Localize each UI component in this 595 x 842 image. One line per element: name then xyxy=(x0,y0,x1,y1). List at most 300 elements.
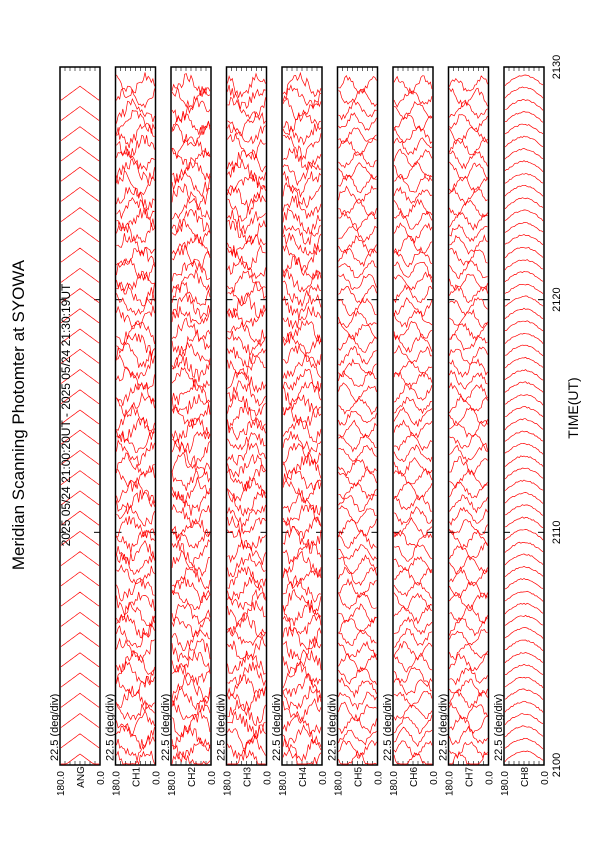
trace-line xyxy=(505,382,543,393)
trace-line xyxy=(172,418,210,443)
scale-label: 22.5 (deg/div) xyxy=(104,693,117,761)
trace-line xyxy=(505,222,543,232)
trace-line xyxy=(450,285,488,303)
trace-line xyxy=(450,495,488,513)
trace-line xyxy=(228,637,266,660)
channel-label: CH3 xyxy=(242,766,254,788)
trace-line xyxy=(117,233,155,255)
trace-line xyxy=(505,566,543,576)
y-tick-label: 180.0 xyxy=(333,771,345,797)
trace-line xyxy=(450,542,488,559)
trace-line xyxy=(394,668,432,684)
trace-line xyxy=(339,530,377,548)
y-tick-label: 180.0 xyxy=(111,771,123,797)
trace-line xyxy=(228,540,266,565)
trace-line xyxy=(117,736,155,761)
trace-line xyxy=(283,699,321,723)
trace-line xyxy=(450,310,488,328)
trace-line xyxy=(505,726,543,737)
y-tick-label: 180.0 xyxy=(167,771,178,797)
panel-frame xyxy=(393,67,433,765)
trace-line xyxy=(450,582,488,598)
channel-label: CH5 xyxy=(353,766,365,788)
panel-ch6 xyxy=(382,67,440,796)
trace-line xyxy=(450,162,488,181)
trace-line xyxy=(283,96,321,121)
trace-line xyxy=(505,615,543,625)
trace-line xyxy=(394,223,432,243)
chart-title: Meridian Scanning Photomter at SYOWA xyxy=(9,259,28,571)
y-tick-label: 0.0 xyxy=(262,771,274,785)
trace-line xyxy=(172,617,210,637)
trace-line xyxy=(450,457,488,475)
panel-ch5 xyxy=(327,67,385,796)
trace-line xyxy=(228,220,266,243)
trace-line xyxy=(283,564,321,588)
trace-line xyxy=(505,677,543,688)
trace-line xyxy=(450,531,488,550)
trace-line xyxy=(117,208,155,233)
trace-line xyxy=(117,73,155,98)
trace-line xyxy=(339,199,377,216)
trace-line xyxy=(394,88,432,106)
trace-line xyxy=(172,752,210,764)
trace-line xyxy=(228,404,266,431)
trace-line xyxy=(117,248,155,268)
trace-line xyxy=(339,128,377,144)
trace-line xyxy=(450,592,488,611)
trace-line xyxy=(172,306,210,324)
trace-line xyxy=(117,271,155,294)
trace-line xyxy=(61,552,99,566)
trace-line xyxy=(117,222,155,242)
trace-line xyxy=(228,392,266,416)
trace-line xyxy=(339,604,377,623)
trace-line xyxy=(283,73,321,97)
trace-line xyxy=(339,211,377,231)
trace-line xyxy=(339,445,377,462)
trace-line xyxy=(505,198,543,209)
trace-line xyxy=(61,653,99,667)
trace-line xyxy=(505,701,543,712)
trace-line xyxy=(339,592,377,609)
trace-line xyxy=(283,452,321,479)
y-tick-label: 180.0 xyxy=(56,771,67,797)
trace-line xyxy=(505,260,543,270)
trace-line xyxy=(339,668,377,685)
trace-line xyxy=(505,751,543,762)
trace-line xyxy=(505,493,543,504)
trace-line xyxy=(339,226,377,242)
trace-line xyxy=(505,357,543,368)
trace-line xyxy=(228,368,266,392)
trace-line xyxy=(117,187,155,209)
trace-line xyxy=(61,572,99,586)
scale-label: 22.5 (deg/div) xyxy=(437,693,450,761)
trace-line xyxy=(172,368,210,394)
trace-line xyxy=(339,653,377,672)
trace-line xyxy=(450,629,488,644)
trace-line xyxy=(339,715,377,734)
trace-line xyxy=(339,459,377,476)
trace-line xyxy=(61,86,99,100)
trace-line xyxy=(117,171,155,197)
trace-line xyxy=(172,330,210,355)
trace-line xyxy=(283,171,321,196)
trace-line xyxy=(339,138,377,156)
trace-line xyxy=(394,102,432,119)
trace-line xyxy=(450,617,488,635)
trace-line xyxy=(117,651,155,675)
trace-line xyxy=(117,639,155,663)
trace-line xyxy=(172,551,210,578)
panel-ch3 xyxy=(216,67,274,796)
trace-line xyxy=(339,311,377,328)
trace-line xyxy=(117,259,155,281)
trace-line xyxy=(505,456,543,467)
trace-line xyxy=(61,592,99,606)
trace-line xyxy=(117,440,155,465)
panel-frame xyxy=(171,67,211,765)
trace-line xyxy=(117,516,155,538)
trace-line xyxy=(228,159,266,185)
trace-line xyxy=(339,101,377,119)
trace-line xyxy=(61,147,99,161)
panel-frame xyxy=(227,67,267,765)
trace-line xyxy=(283,673,321,698)
trace-line xyxy=(228,293,266,318)
panel-ch1 xyxy=(105,67,163,796)
trace-line xyxy=(394,311,432,327)
trace-line xyxy=(61,714,99,728)
trace-line xyxy=(394,741,432,757)
scale-label: 22.5 (deg/div) xyxy=(160,693,172,761)
trace-line xyxy=(505,247,543,257)
trace-line xyxy=(505,333,543,343)
y-tick-label: 0.0 xyxy=(540,771,551,785)
trace-line xyxy=(339,236,377,254)
trace-line xyxy=(394,642,432,660)
trace-line xyxy=(117,554,155,575)
trace-line xyxy=(394,507,432,525)
panel-frame xyxy=(282,67,322,765)
trace-line xyxy=(339,420,377,438)
trace-line xyxy=(61,633,99,647)
trace-line xyxy=(339,346,377,365)
trace-line xyxy=(505,664,543,674)
y-tick-label: 0.0 xyxy=(207,771,218,785)
trace-line xyxy=(61,107,99,121)
trace-line xyxy=(339,702,377,721)
panel-frame xyxy=(504,67,544,765)
y-tick-label: 0.0 xyxy=(429,771,440,785)
trace-line xyxy=(450,335,488,350)
trace-line xyxy=(61,734,99,748)
trace-line xyxy=(394,321,432,339)
trace-line xyxy=(117,383,155,406)
trace-line xyxy=(394,285,432,302)
y-tick-label: 180.0 xyxy=(278,771,289,797)
trace-line xyxy=(172,630,210,651)
trace-line xyxy=(505,235,543,245)
trace-line xyxy=(117,123,155,148)
trace-line xyxy=(228,347,266,367)
trace-line xyxy=(394,567,432,585)
trace-line xyxy=(172,432,210,453)
trace-line xyxy=(172,74,210,97)
trace-line xyxy=(228,125,266,144)
trace-line xyxy=(228,505,266,528)
trace-line xyxy=(394,691,432,707)
trace-line xyxy=(228,433,266,450)
trace-line xyxy=(505,308,543,319)
trace-line xyxy=(228,443,266,466)
x-tick-label: 2100 xyxy=(551,752,563,778)
trace-line xyxy=(117,711,155,736)
panel-ch7 xyxy=(438,67,496,796)
scale-label: 22.5 (deg/div) xyxy=(215,693,228,761)
trace-line xyxy=(394,593,432,611)
channel-label: ANG xyxy=(76,766,87,788)
trace-line xyxy=(339,334,377,352)
trace-line xyxy=(283,551,321,577)
panel-frame xyxy=(449,67,489,765)
panel-ang xyxy=(49,67,107,796)
panel-ch2 xyxy=(160,67,218,796)
trace-line xyxy=(505,505,543,516)
trace-line xyxy=(505,628,543,639)
trace-line xyxy=(505,554,543,565)
trace-line xyxy=(283,505,321,527)
trace-line xyxy=(394,557,432,573)
trace-line xyxy=(339,579,377,597)
trace-line xyxy=(339,470,377,487)
trace-line xyxy=(283,208,321,234)
trace-line xyxy=(117,579,155,601)
trace-line xyxy=(339,555,377,574)
trace-line xyxy=(61,167,99,181)
trace-line xyxy=(450,520,488,535)
scale-label: 22.5 (deg/div) xyxy=(49,693,61,761)
trace-line xyxy=(450,556,488,575)
trace-line xyxy=(505,75,543,86)
trace-line xyxy=(450,727,488,745)
scale-label: 22.5 (deg/div) xyxy=(326,693,339,761)
trace-line xyxy=(505,738,543,749)
y-tick-label: 180.0 xyxy=(389,771,400,797)
trace-line xyxy=(505,112,543,123)
trace-line xyxy=(228,687,266,711)
trace-line xyxy=(394,346,432,364)
trace-line xyxy=(450,445,488,463)
trace-line xyxy=(117,468,155,492)
trace-line xyxy=(339,506,377,523)
trace-line xyxy=(172,441,210,467)
trace-line xyxy=(450,644,488,659)
trace-line xyxy=(172,121,210,146)
trace-line xyxy=(505,321,543,331)
panel-frame xyxy=(338,67,378,765)
trace-line xyxy=(228,530,266,551)
trace-line xyxy=(172,478,210,504)
trace-line xyxy=(283,382,321,404)
trace-line xyxy=(394,518,432,538)
panel-ch4 xyxy=(271,67,329,796)
trace-line xyxy=(339,630,377,646)
trace-line xyxy=(117,367,155,390)
trace-line xyxy=(339,298,377,315)
trace-line xyxy=(172,98,210,122)
trace-line xyxy=(394,653,432,672)
trace-line xyxy=(505,161,543,172)
channel-label: CH8 xyxy=(520,766,531,788)
trace-line xyxy=(505,100,543,111)
trace-line xyxy=(283,344,321,367)
trace-line xyxy=(339,730,377,745)
trace-line xyxy=(61,673,99,687)
trace-line xyxy=(505,689,543,700)
trace-line xyxy=(450,604,488,623)
trace-line xyxy=(61,208,99,222)
trace-line xyxy=(505,517,543,528)
trace-line xyxy=(450,421,488,437)
trace-line xyxy=(117,453,155,477)
trace-line xyxy=(172,711,210,737)
trace-line xyxy=(450,347,488,365)
trace-line xyxy=(61,693,99,707)
channel-label: CH2 xyxy=(187,766,198,788)
trace-line xyxy=(505,419,543,430)
panel-ch8 xyxy=(493,67,551,796)
trace-line xyxy=(339,678,377,697)
trace-line xyxy=(172,651,210,674)
trace-line xyxy=(394,530,432,547)
channel-label: CH4 xyxy=(298,766,309,788)
y-tick-label: 0.0 xyxy=(484,771,496,785)
trace-line xyxy=(505,530,543,541)
trace-line xyxy=(283,110,321,134)
trace-line xyxy=(394,617,432,634)
trace-line xyxy=(61,248,99,262)
scale-label: 22.5 (deg/div) xyxy=(271,693,283,761)
x-tick-label: 2110 xyxy=(551,520,563,545)
trace-line xyxy=(505,284,543,293)
trace-line xyxy=(117,603,155,627)
trace-line xyxy=(339,741,377,759)
trace-line xyxy=(172,220,210,247)
trace-line xyxy=(450,383,488,402)
plot-layer xyxy=(49,55,563,796)
trace-line xyxy=(394,113,432,131)
trace-line xyxy=(172,379,210,405)
trace-line xyxy=(339,519,377,537)
chart-subtitle: 2025 05/24 21:00:20UT - 2025 05/24 21:30:19UT xyxy=(59,283,73,547)
trace-line xyxy=(339,692,377,709)
trace-line xyxy=(505,87,543,98)
trace-line xyxy=(450,482,488,498)
trace-line xyxy=(505,480,543,491)
trace-line xyxy=(228,736,266,759)
trace-line xyxy=(394,705,432,720)
trace-line xyxy=(505,210,543,221)
trace-line xyxy=(450,100,488,118)
trace-line xyxy=(505,407,543,417)
trace-line xyxy=(339,411,377,425)
channel-label: CH7 xyxy=(464,766,476,788)
trace-line xyxy=(394,199,432,217)
y-tick-label: 180.0 xyxy=(444,771,456,797)
trace-line xyxy=(394,187,432,203)
trace-line xyxy=(394,372,432,390)
trace-line xyxy=(394,149,432,167)
trace-line xyxy=(339,642,377,658)
scale-label: 22.5 (deg/div) xyxy=(493,693,505,761)
trace-line xyxy=(394,604,432,623)
y-tick-label: 180.0 xyxy=(222,771,234,797)
trace-line xyxy=(283,662,321,688)
trace-line xyxy=(505,444,543,455)
trace-line xyxy=(117,724,155,749)
y-tick-label: 0.0 xyxy=(96,771,107,785)
y-tick-label: 0.0 xyxy=(373,771,385,785)
trace-line xyxy=(228,381,266,406)
trace-line xyxy=(394,126,432,143)
trace-line xyxy=(117,334,155,356)
trace-line xyxy=(505,640,543,651)
trace-line xyxy=(450,396,488,413)
trace-line xyxy=(228,577,266,600)
trace-line xyxy=(117,99,155,124)
trace-line xyxy=(394,727,432,746)
trace-line xyxy=(339,483,377,500)
trace-line xyxy=(228,85,266,110)
trace-line xyxy=(283,183,321,208)
trace-line xyxy=(172,235,210,255)
trace-line xyxy=(394,495,432,511)
trace-line xyxy=(505,431,543,441)
trace-line xyxy=(172,261,210,282)
trace-line xyxy=(283,469,321,490)
trace-line xyxy=(394,545,432,562)
trace-line xyxy=(505,714,543,725)
trace-line xyxy=(172,244,210,269)
trace-line xyxy=(172,270,210,293)
x-tick-label: 2120 xyxy=(551,287,563,312)
trace-line xyxy=(505,395,543,406)
trace-line xyxy=(450,703,488,719)
trace-line xyxy=(450,653,488,670)
trace-line xyxy=(394,272,432,290)
x-tick-label: 2130 xyxy=(551,54,563,80)
trace-line xyxy=(505,174,543,184)
trace-line xyxy=(505,272,543,282)
trace-line xyxy=(505,653,543,663)
trace-line xyxy=(172,505,210,528)
trace-line xyxy=(117,686,155,709)
trace-line xyxy=(117,110,155,135)
x-axis-label: TIME(UT) xyxy=(565,377,581,439)
trace-line xyxy=(450,716,488,734)
trace-line xyxy=(283,121,321,144)
trace-line xyxy=(61,187,99,201)
trace-line xyxy=(172,725,210,748)
trace-line xyxy=(228,567,266,588)
trace-line xyxy=(505,345,543,356)
channel-label: CH1 xyxy=(131,766,143,788)
trace-line xyxy=(505,124,543,134)
channel-label: CH6 xyxy=(409,766,420,788)
trace-line xyxy=(117,321,155,345)
